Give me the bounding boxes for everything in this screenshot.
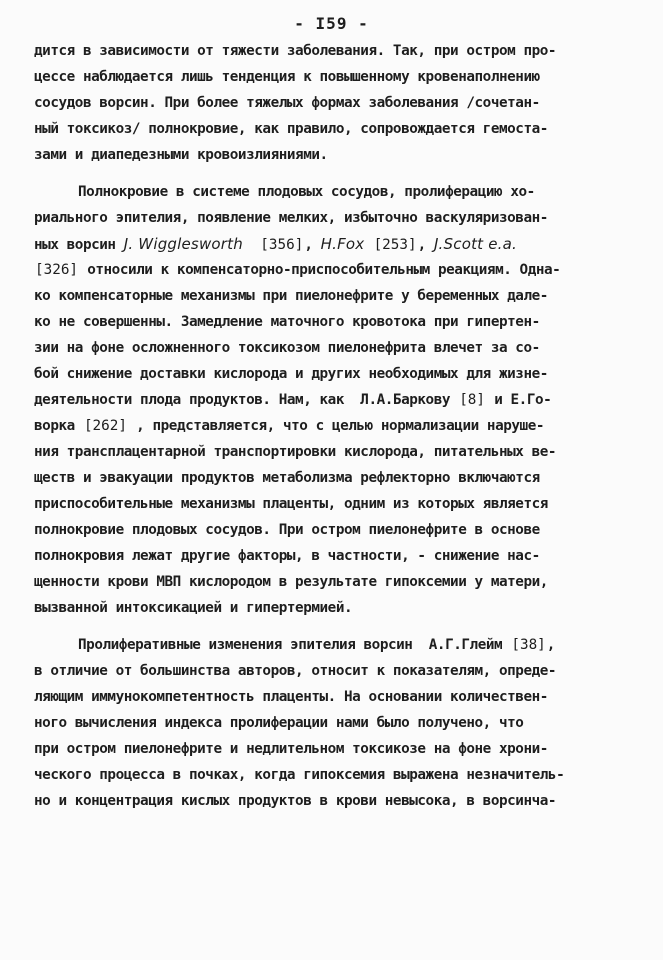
text-line: ко не совершенны. Замедление маточного кровотока при гипертен- [34, 314, 540, 330]
text-line: цессе наблюдается лишь тенденция к повышенному кровенаполнению [34, 69, 540, 85]
page-number: - I59 - [294, 14, 369, 33]
text-line: ного вычисления индекса пролиферации нами было получено, что [34, 715, 524, 731]
text-fragment: , [304, 237, 321, 253]
text-line: ческого процесса в почках, когда гипоксемия выражена незначитель- [34, 767, 565, 783]
text-line [34, 387, 634, 413]
text-line: но и концентрация кислых продуктов в крови невысока, в ворсинча- [34, 793, 557, 809]
text-line: приспособительные механизмы плаценты, одним из которых является [34, 496, 548, 512]
text-line: Полнокровие в системе плодовых сосудов, пролиферацию хо- [78, 184, 535, 200]
text-line: щенности крови МВП кислородом в результате гипоксемии у матери, [34, 574, 548, 590]
text-line [34, 413, 634, 439]
text-line [34, 632, 634, 658]
text-fragment: , [546, 637, 555, 653]
text-line: ляющим иммунокомпетентность плаценты. На основании количествен- [34, 689, 548, 705]
text-fragment: , представляется, что с целью нормализации наруше- [128, 418, 545, 434]
text-fragment: , [417, 237, 434, 253]
handwritten-citation: H.Fox [320, 235, 365, 253]
text-line: в отличие от большинства авторов, относит к показателям, опреде- [34, 663, 557, 679]
text-line: ществ и эвакуации продуктов метаболизма рефлекторно включаются [34, 470, 540, 486]
text-fragment: и Е.Го- [486, 392, 552, 408]
text-fragment: ных ворсин [34, 237, 124, 253]
handwritten-citation: J.Scott e.a. [433, 235, 517, 253]
text-line: зии на фоне осложненного токсикозом пиелонефрита влечет за со- [34, 340, 540, 356]
reference-number: [356] [260, 237, 304, 253]
text-line [34, 231, 634, 257]
text-line: риального эпителия, появление мелких, избыточно васкуляризован- [34, 210, 548, 226]
reference-number: [253] [373, 237, 417, 253]
reference-number: [8] [459, 392, 486, 408]
text-line: при остром пиелонефрите и недлительном токсикозе на фоне хрони- [34, 741, 548, 757]
reference-number: [326] [35, 262, 79, 278]
handwritten-citation: J. Wigglesworth [123, 235, 243, 253]
text-fragment [364, 237, 372, 253]
text-line: ко компенсаторные механизмы при пиелонефрите у беременных дале- [34, 288, 548, 304]
text-line: бой снижение доставки кислорода и других необходимых для жизне- [34, 366, 548, 382]
body-text [34, 38, 634, 814]
text-line: ный токсикоз/ полнокровие, как правило, сопровождается гемоста- [34, 121, 548, 137]
text-line: полнокровие плодовых сосудов. При остром пиелонефрите в основе [34, 522, 540, 538]
reference-number: [262] [83, 418, 127, 434]
text-line: полнокровия лежат другие факторы, в частности, - снижение нас- [34, 548, 540, 564]
text-line: дится в зависимости от тяжести заболевания. Так, при остром про- [34, 43, 557, 59]
text-line: ния трансплацентарной транспортировки кислорода, питательных ве- [34, 444, 557, 460]
text-fragment: ворка [34, 418, 83, 434]
text-fragment [243, 237, 259, 253]
text-line: вызванной интоксикацией и гипертермией. [34, 600, 353, 616]
text-line [34, 257, 634, 283]
text-fragment: относили к компенсаторно-приспособительным реакциям. Одна- [79, 262, 561, 278]
text-fragment: деятельности плода продуктов. Нам, как Л.А.Баркову [34, 392, 459, 408]
reference-number: [38] [511, 637, 546, 653]
text-fragment: Пролиферативные изменения эпителия ворсин А.Г.Глейм [78, 637, 511, 653]
text-line: зами и диапедезными кровоизлияниями. [34, 147, 328, 163]
text-line: сосудов ворсин. При более тяжелых формах заболевания /сочетан- [34, 95, 540, 111]
